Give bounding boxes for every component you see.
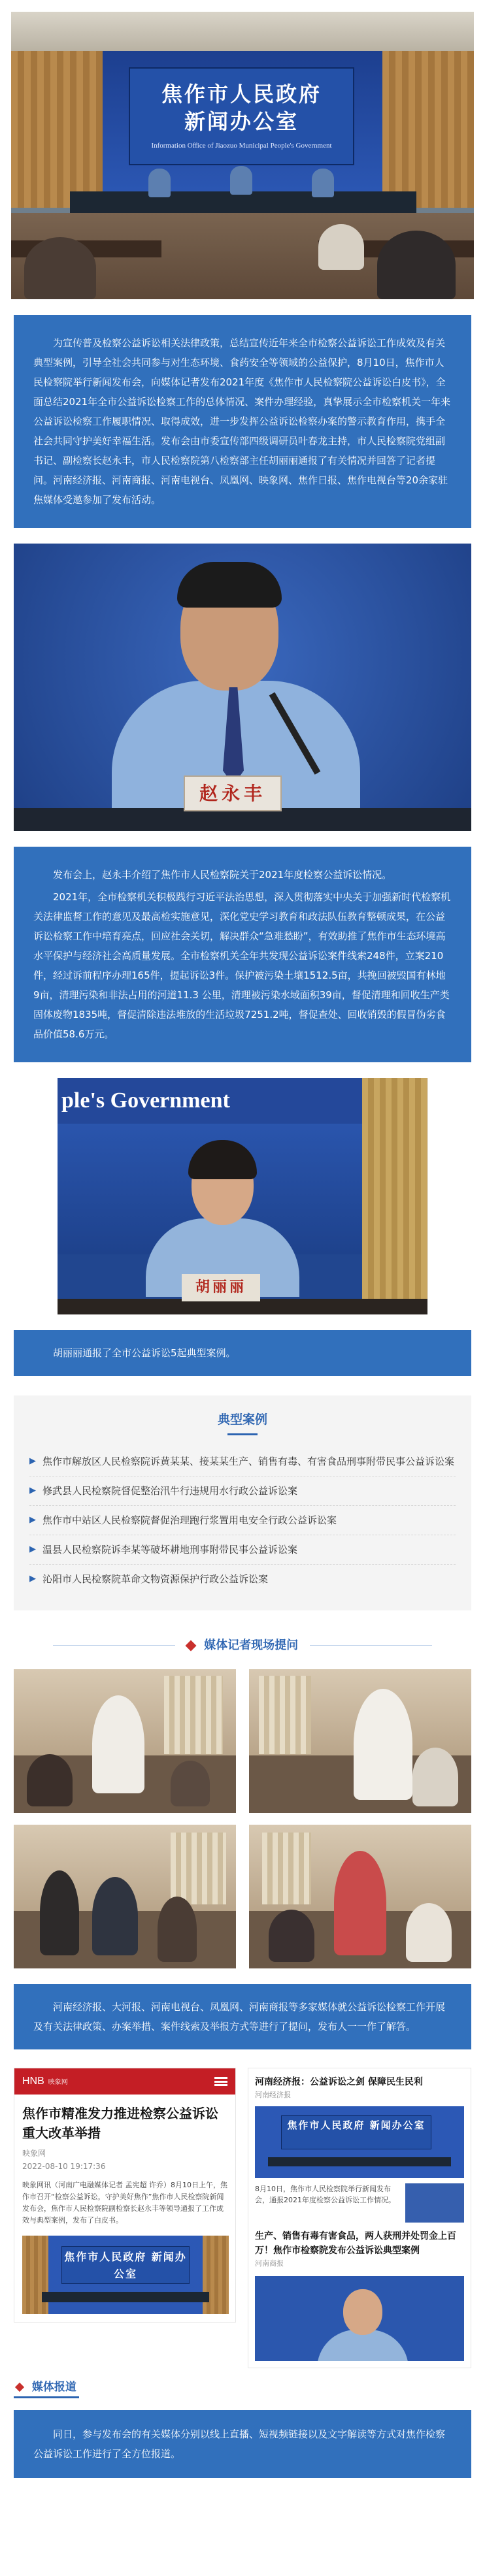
cases-underline	[227, 1433, 258, 1435]
section-header-qa	[14, 1633, 471, 1659]
screen-title-line2: 新闻办公室	[184, 109, 299, 134]
qa-photo	[249, 1669, 471, 1813]
caption2-panel	[14, 1330, 471, 1376]
case-item	[29, 1535, 456, 1565]
news-thumbnail	[22, 2236, 229, 2314]
news-right-image	[255, 2106, 464, 2178]
speaker2-banner: ple's Government	[58, 1078, 427, 1124]
qa-photo	[249, 1825, 471, 1968]
news-right-title-1[interactable]: 河南经济报：公益诉讼之剑 保障民生民利	[255, 2077, 423, 2087]
hamburger-menu-icon[interactable]	[214, 2077, 227, 2086]
qa-photo	[14, 1825, 236, 1968]
report-paragraph-1: 发布会上，赵永丰介绍了焦作市人民检察院关于2021年度检察公益诉讼情况。	[53, 869, 392, 881]
news-article-right[interactable]	[248, 2068, 471, 2368]
case-text: 沁阳市人民检察院革命文物资源保护行政公益诉讼案	[42, 1573, 269, 1585]
news-headline[interactable]: 焦作市精准发力推进检察公益诉讼重大改革举措	[22, 2106, 218, 2141]
report-panel	[14, 847, 471, 1062]
caption2-text: 胡丽丽通报了全市公益诉讼5起典型案例。	[53, 1347, 236, 1359]
red-diamond-icon	[15, 2383, 24, 2392]
screen-title-line1: 焦作市人民政府	[161, 82, 322, 106]
triangle-bullet-icon: ▶	[29, 1515, 36, 1525]
case-item	[29, 1447, 456, 1476]
typical-cases-box	[14, 1395, 471, 1610]
qa-caption-panel	[14, 1984, 471, 2049]
intro-panel	[14, 315, 471, 528]
section-media-title: 媒体报道	[31, 2381, 76, 2394]
press-room-screen	[129, 67, 354, 165]
cases-title: 典型案例	[217, 1412, 267, 1427]
case-text: 修武县人民检察院督促整治汛牛行违规用水行政公益诉讼案	[42, 1485, 298, 1497]
section-header-media	[14, 2377, 471, 2398]
news-right-meta-2: 河南商报	[255, 2259, 284, 2268]
case-item	[29, 1506, 456, 1535]
triangle-bullet-icon: ▶	[29, 1456, 36, 1466]
triangle-bullet-icon: ▶	[29, 1486, 36, 1495]
news-right-meta-1: 河南经济报	[255, 2091, 291, 2099]
news-right-summary	[255, 2183, 464, 2223]
speaker2-photo	[58, 1078, 427, 1314]
news-screenshots	[14, 2068, 471, 2368]
final-panel	[14, 2410, 471, 2478]
qa-caption-text: 河南经济报、大河报、河南电视台、凤凰网、河南商报等多家媒体就公益诉讼检察工作开展及有关法律政策、办案举措、案件线索及举报方式等进行了提问，发布人一一作了解答。	[33, 2001, 446, 2032]
speaker2-nameplate: 胡丽丽	[182, 1274, 260, 1301]
news-right-title-2[interactable]: 生产、销售有毒有害食品，两人获刑并处罚金上百万！焦作市检察院发布公益诉讼典型案例	[255, 2231, 456, 2256]
news-article-left[interactable]	[14, 2068, 236, 2323]
speaker1-photo	[14, 544, 471, 831]
news-right-screen-text: 焦作市人民政府 新闻办公室	[281, 2115, 431, 2149]
news-author: 映象网	[22, 2149, 46, 2158]
news-body: 映象网讯（河南广电融媒体记者 孟宪超 许乔）8月10日上午，焦作市召开“检察公益诉讼，守护美好焦作”焦作市人民检察院新闻发布会，焦作市人民检察院副检察长赵永丰等领导通报了工作成效与典型案例，发布了白皮书。	[22, 2181, 227, 2225]
hnb-logo: HNB 映象网	[22, 2076, 68, 2087]
report-paragraph-2: 2021年，全市检察机关积极践行习近平法治思想，深入贯彻落实中央关于加强新时代检察机关法律监督工作的意见及最高检实施意见，深化党史学习教育和政法队伍教育整顿成果，在公益诉讼检察工作中培育亮点，回应社会关切，解决群众“急难愁盼”，有效助推了焦作市生态环境高水平保护与经济社会高质量发展。全市检察机关全年共发现公益诉讼案件线索248件，立案210件，经过诉前程序办理165件，提起诉讼3件。保护被污染土壤1512.5亩，共挽回被毁国有林地9亩，清理污染和非法占用的河道11.3 公里，清理被污染水域面积39亩，督促清理和回收生产类固体废物1835吨，督促清除违法堆放的生活垃圾7251.2吨，督促查处、回收销毁的假冒伪劣食品价值58.6万元。	[33, 891, 451, 1040]
case-item	[29, 1565, 456, 1593]
qa-photo	[14, 1669, 236, 1813]
section-qa-title: 媒体记者现场提问	[204, 1639, 299, 1652]
news-right-mini-image	[405, 2183, 464, 2223]
thumb-screen-text: 焦作市人民政府 新闻办公室	[61, 2246, 190, 2284]
qa-photo-grid	[14, 1669, 471, 1968]
screen-subtitle: Information Office of Jiaozuo Municipal People's Government	[151, 142, 332, 150]
hero-photo	[11, 12, 474, 299]
news-date: 2022-08-10 19:17:36	[22, 2162, 106, 2171]
red-diamond-icon	[185, 1640, 196, 1652]
speaker1-nameplate: 赵永丰	[184, 775, 282, 811]
case-text: 焦作市中站区人民检察院督促治理跑行浆置用电安全行政公益诉讼案	[42, 1514, 337, 1526]
intro-paragraph: 为宣传普及检察公益诉讼相关法律政策，总结宣传近年来全市检察公益诉讼工作成效及有关典型案例，引导全社会共同参与对生态环境、食药安全等领域的公益保护，8月10日，焦作市人民检察院举行新闻发布会，向媒体记者发布2021年度《焦作市人民检察院公益诉讼白皮书》，全面总结2021年全市公益诉讼检察工作的总体情况、案件办理经验，真挚展示全市检察机关一年来公益诉讼检察工作履职情况、取得成效，进一步发挥公益诉讼检察办案的警示教育作用，携手全社会共同守护美好幸福生活。发布会由市委宣传部四级调研员叶春龙主持，市人民检察院党组副书记、副检察长赵永丰，市人民检察院第八检察部主任胡丽丽通报了有关情况并回答了记者提问。河南经济报、河南商报、河南电视台、凤凰网、映象网、焦作日报、焦作电视台等20余家驻焦媒体受邀参加了发布活动。	[33, 337, 451, 506]
case-text: 温县人民检察院诉李某等破坏耕地刑事附带民事公益诉讼案	[42, 1544, 298, 1556]
page	[0, 12, 485, 2478]
case-text: 焦作市解放区人民检察院诉黄某某、接某某生产、销售有毒、有害食品刑事附带民事公益诉讼案	[42, 1456, 455, 1467]
triangle-bullet-icon: ▶	[29, 1574, 36, 1584]
triangle-bullet-icon: ▶	[29, 1544, 36, 1554]
news-right-image-2	[255, 2276, 464, 2361]
final-paragraph: 同日，参与发布会的有关媒体分别以线上直播、短视频链接以及文字解读等方式对焦作检察公益诉讼工作进行了全方位报道。	[33, 2428, 446, 2460]
news-right-summary-text: 8月10日，焦作市人民检察院举行新闻发布会，通报2021年度检察公益诉讼工作情况。	[255, 2185, 395, 2204]
news-topbar	[14, 2068, 235, 2095]
case-item	[29, 1476, 456, 1506]
